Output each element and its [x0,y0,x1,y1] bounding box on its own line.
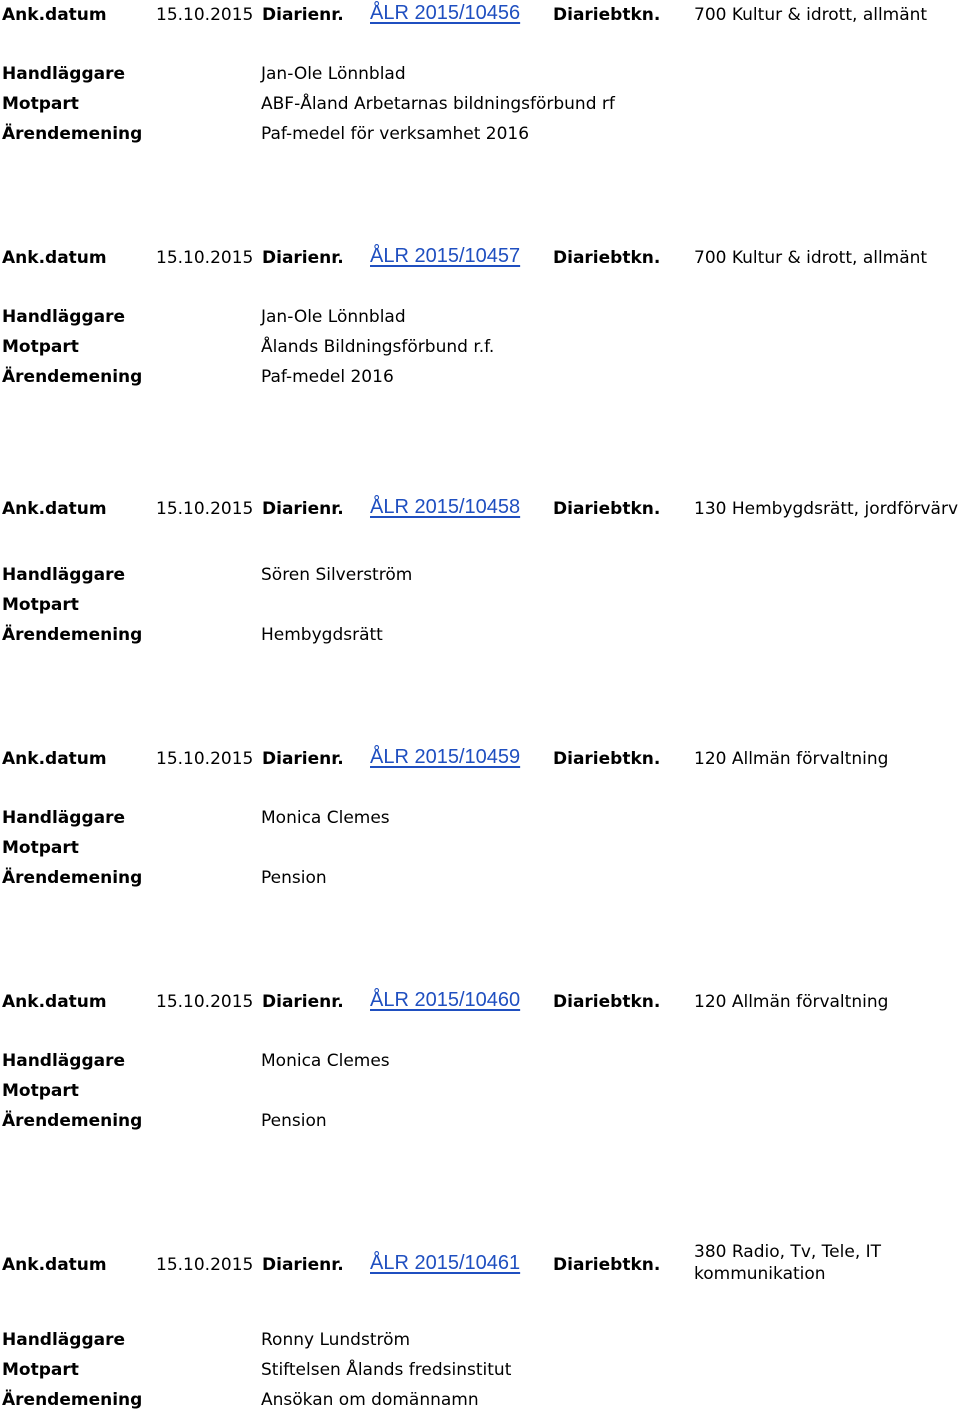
motpart-label: Motpart [2,94,79,114]
ank-datum-label: Ank.datum [2,5,107,25]
handlaggare-row [0,1330,960,1360]
arendemening-value: Ansökan om domännamn [261,1390,479,1410]
handlaggare-value: Sören Silverström [261,565,413,585]
handlaggare-value: Ronny Lundström [261,1330,411,1350]
diarienr-link[interactable]: ÅLR 2015/10456 [370,2,521,24]
diary-record [0,1240,960,1410]
ank-datum-label: Ank.datum [2,499,107,519]
arendemening-value: Hembygdsrätt [261,625,383,645]
handlaggare-label: Handläggare [2,808,125,828]
motpart-row [0,1081,960,1111]
arendemening-value: Paf-medel för verksamhet 2016 [261,124,530,144]
diary-record [0,744,960,888]
diary-record [0,494,960,645]
record-header [0,1240,960,1286]
diarienr-label: Diarienr. [262,5,344,25]
ank-datum-label: Ank.datum [2,992,107,1012]
diariebtkn-label: Diariebtkn. [553,749,661,769]
record-header [0,496,960,526]
diariebtkn-label: Diariebtkn. [553,992,661,1012]
handlaggare-label: Handläggare [2,1051,125,1071]
diariebtkn-label: Diariebtkn. [553,5,661,25]
record-header [0,746,960,776]
ank-datum-value: 15.10.2015 [156,749,254,769]
arendemening-row [0,367,960,397]
diariebtkn-label: Diariebtkn. [553,1255,661,1275]
arendemening-label: Ärendemening [2,1390,143,1410]
diariebtkn-value: 700 Kultur & idrott, allmänt [694,248,928,268]
ank-datum-value: 15.10.2015 [156,248,254,268]
arendemening-label: Ärendemening [2,868,143,888]
handlaggare-value: Monica Clemes [261,808,390,828]
motpart-row [0,1360,960,1390]
motpart-label: Motpart [2,337,79,357]
arendemening-value: Paf-medel 2016 [261,367,394,387]
motpart-label: Motpart [2,1081,79,1101]
handlaggare-row [0,565,960,595]
handlaggare-value: Jan-Ole Lönnblad [261,307,406,327]
record-header [0,2,960,32]
motpart-value: ABF-Åland Arbetarnas bildningsförbund rf [261,94,615,114]
ank-datum-label: Ank.datum [2,1255,107,1275]
diary-record [0,243,960,387]
ank-datum-label: Ank.datum [2,248,107,268]
motpart-label: Motpart [2,1360,79,1380]
handlaggare-row [0,64,960,94]
motpart-row [0,838,960,868]
handlaggare-label: Handläggare [2,565,125,585]
motpart-row [0,94,960,124]
diary-record [0,0,960,144]
handlaggare-row [0,307,960,337]
motpart-value: Stiftelsen Ålands fredsinstitut [261,1360,512,1380]
arendemening-row [0,625,960,655]
motpart-row [0,595,960,625]
diariebtkn-value: 130 Hembygdsrätt, jordförvärv [694,499,958,519]
record-header [0,989,960,1019]
ank-datum-value: 15.10.2015 [156,499,254,519]
diariebtkn-label: Diariebtkn. [553,248,661,268]
diariebtkn-value: 120 Allmän förvaltning [694,992,889,1012]
handlaggare-label: Handläggare [2,1330,125,1350]
diariebtkn-value: 380 Radio, Tv, Tele, IT kommunikation [694,1242,882,1284]
motpart-label: Motpart [2,838,79,858]
diary-record [0,987,960,1131]
arendemening-value: Pension [261,1111,327,1131]
arendemening-label: Ärendemening [2,625,143,645]
ank-datum-value: 15.10.2015 [156,1255,254,1275]
handlaggare-row [0,808,960,838]
arendemening-row [0,124,960,154]
handlaggare-value: Monica Clemes [261,1051,390,1071]
diarienr-link[interactable]: ÅLR 2015/10461 [370,1252,521,1274]
arendemening-label: Ärendemening [2,124,143,144]
handlaggare-label: Handläggare [2,64,125,84]
diarienr-label: Diarienr. [262,1255,344,1275]
diarienr-label: Diarienr. [262,992,344,1012]
arendemening-row [0,1390,960,1420]
arendemening-label: Ärendemening [2,367,143,387]
diarienr-link[interactable]: ÅLR 2015/10460 [370,989,521,1011]
motpart-value: Ålands Bildningsförbund r.f. [261,337,495,357]
diarienr-link[interactable]: ÅLR 2015/10459 [370,746,521,768]
ank-datum-value: 15.10.2015 [156,992,254,1012]
diarienr-label: Diarienr. [262,248,344,268]
handlaggare-row [0,1051,960,1081]
arendemening-label: Ärendemening [2,1111,143,1131]
ank-datum-label: Ank.datum [2,749,107,769]
ank-datum-value: 15.10.2015 [156,5,254,25]
diarienr-link[interactable]: ÅLR 2015/10458 [370,496,521,518]
diarienr-label: Diarienr. [262,499,344,519]
handlaggare-label: Handläggare [2,307,125,327]
diarienr-link[interactable]: ÅLR 2015/10457 [370,245,521,267]
motpart-label: Motpart [2,595,79,615]
arendemening-value: Pension [261,868,327,888]
diariebtkn-label: Diariebtkn. [553,499,661,519]
handlaggare-value: Jan-Ole Lönnblad [261,64,406,84]
record-header [0,245,960,275]
diariebtkn-value: 700 Kultur & idrott, allmänt [694,5,928,25]
diariebtkn-value: 120 Allmän förvaltning [694,749,889,769]
diarienr-label: Diarienr. [262,749,344,769]
arendemening-row [0,868,960,898]
arendemening-row [0,1111,960,1141]
motpart-row [0,337,960,367]
